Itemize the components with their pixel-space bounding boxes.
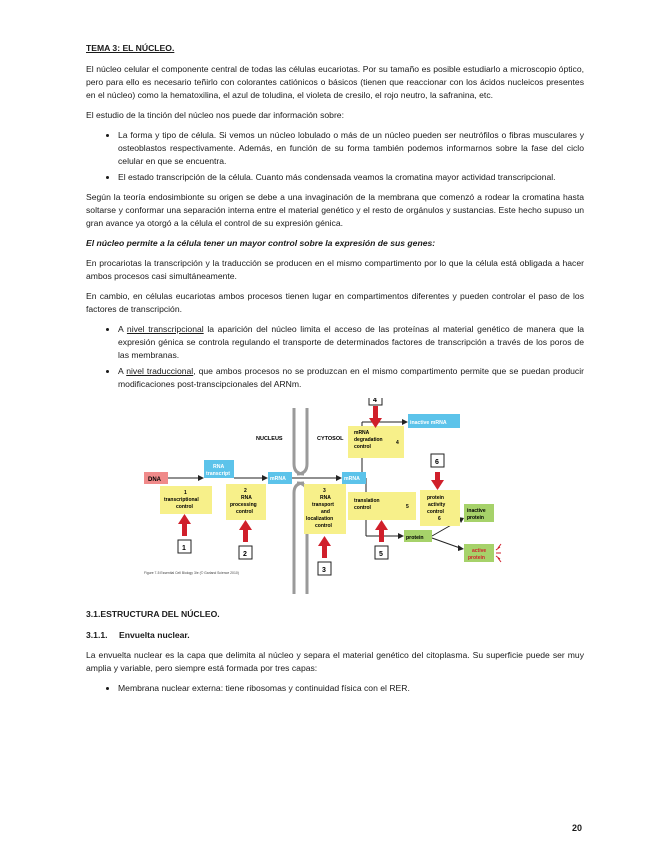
rt-label-2: transport [312,502,334,508]
pa-label-2: activity [428,502,446,508]
number-6: 6 [435,459,439,466]
tc-number: 1 [184,490,187,496]
rt-number: 3 [323,488,326,494]
rp-label-3: control [236,509,253,515]
subsection-heading [86,629,584,642]
pa-label-1: protein [427,495,444,501]
gene-expression-control-diagram [86,398,584,594]
arrowhead [458,545,464,551]
red-arrow-4-shaft [373,406,378,420]
number-1: 1 [182,545,186,552]
staining-bullet-list [86,129,584,184]
rt-label-5: control [315,523,332,529]
label-dna: DNA [148,477,161,483]
label-protein: protein [406,535,424,541]
md-label-3: control [354,444,371,450]
bullet-rest: , que ambos procesos no se produzcan en el mismo compartimento permite que se puedan producir modificaciones post-transcipcionales del ARNm. [118,366,585,389]
arrowhead [336,475,342,481]
diagram-svg [86,398,584,594]
red-arrow-1-head [178,514,191,524]
paragraph-staining: El estudio de la tinción del núcleo nos puede dar información sobre: [86,110,344,120]
level-bullet-list [86,323,584,391]
paragraph-gene-control: El núcleo permite a la célula tener un mayor control sobre la expresión de sus genes: [86,238,436,248]
md-label-2: degradation [354,437,383,443]
rt-label-1: RNA [320,495,331,501]
number-3: 3 [322,567,326,574]
envelope-bullet-list [86,682,584,695]
red-arrow-1-shaft [182,522,187,536]
md-label-1: mRNA [354,430,370,436]
number-2: 2 [243,551,247,558]
label-active-protein-1: active [472,548,487,554]
bullet-rest: la aparición del núcleo limita el acceso de las proteínas al material genético de manera que la expresión génica se controla regulando el transporte de determinados factores de transcripción a través de los poros de las membranas. [118,324,585,360]
activity-spark-icon [496,544,501,562]
label-inactive-protein-1: inactive [467,508,486,514]
bullet-prefix: A [118,324,127,334]
page-content [86,42,584,702]
label-inactive-protein-2: protein [467,515,484,521]
arrowhead [198,475,204,481]
label-inactive-mrna: inactive mRNA [410,420,447,426]
chapter-title: TEMA 3: EL NÚCLEO. [86,43,175,53]
label-transcript: transcript [206,471,230,477]
label-nucleus: NUCLEUS [256,436,283,442]
label-mrna-cytosol: mRNA [344,476,360,482]
label-active-protein-2: protein [468,555,485,561]
bullet-transcription-state: • El estado transcripción de la célula. Cuanto más condensada veamos la cromatina mayor actividad transcripcional. [118,171,584,184]
tl-label-2: control [354,505,371,511]
red-arrow-6-head [431,480,444,490]
section-heading: 3.1.ESTRUCTURA DEL NÚCLEO. [86,609,220,619]
red-arrow-3-head [318,536,331,546]
nuclear-membrane-outer [294,408,304,474]
rp-number: 2 [244,488,247,494]
number-5: 5 [379,551,383,558]
bullet-translational-level [118,365,584,391]
label-cytosol: CYTOSOL [317,436,344,442]
red-arrow-5-shaft [379,528,384,542]
tc-label-2: control [176,504,193,510]
arrowhead [402,419,408,425]
rt-label-3: and [321,509,330,515]
subsection-title: Envuelta nuclear. [119,630,190,640]
number-4: 4 [373,398,377,404]
pa-label-3: control [427,509,444,515]
figure-caption: Figure 7-5 Essential Cell Biology 3/e (© Garland Science 2010) [144,571,239,575]
rp-label-2: processing [230,502,257,508]
paragraph-prokaryotes: En procariotas la transcripción y la traducción se producen en el mismo compartimento por lo que la célula está obligada a hacer ambos procesos casi simultáneamente. [86,258,584,281]
paragraph-eukaryotes: En cambio, en células eucariotas ambos procesos tienen lugar en compartimentos diferentes y pueden controlar el paso de los factores de transcripción. [86,291,584,314]
label-rna: RNA [213,464,225,470]
tl-label-1: translation [354,498,380,504]
red-arrow-3-shaft [322,544,327,558]
nuclear-membrane-outer-low [294,483,304,594]
paragraph-envelope: La envuelta nuclear es la capa que delimita al núcleo y separa el material genético del citoplasma. Su superficie puede ser muy amplia y variable, pero siempre está formada por tres capas: [86,650,584,673]
page-number: 20 [572,823,583,833]
red-arrow-5-head [375,520,388,530]
bullet-transcriptional-level [118,323,584,362]
bullet-prefix: A [118,366,127,376]
flow-arrow-active-protein [432,538,460,548]
paragraph-endosymbiont: Según la teoría endosimbionte su origen se debe a una invaginación de la membrana que comenzó a rodear la cromatina hasta soltarse y conformar una separación interna entre el material genético y el resto de orgánulos y sustancias. Este hecho supuso un gran avance ya otorgó a la célula el control de su expresión génica. [86,192,584,228]
rp-label-1: RNA [241,495,252,501]
bullet-outer-membrane: • Membrana nuclear externa: tiene ribosomas y continuidad física con el RER. [118,682,584,695]
term-translational: nivel traduccional [126,366,194,376]
subsection-number: 3.1.1. [86,630,108,640]
tl-number: 5 [406,504,409,510]
nuclear-membrane-inner [297,408,307,474]
bullet-cell-shape: • La forma y tipo de célula. Si vemos un núcleo lobulado o más de un núcleo pueden ser neutrófilos o fibras musculares y osteoblastos respectivamente. Además, en función de su forma también podemos informarnos sobre la fase del ciclo celular en que se encuentra. [118,129,584,168]
term-transcriptional: nivel transcripcional [126,324,204,334]
paragraph-intro: El núcleo celular el componente central de todas las células eucariotas. Por su tamaño es posible estudiarlo a microscopio óptico, pero para ello es necesario teñirlo con colorantes catiónicos o básicos (tienen que reaccionar con los ácidos nucleicos presentes en el núcleo) como la hematoxilina, el azul de toludina, el violeta de cresilo, el rojo neutro, la safranina, etc. [86,64,584,100]
tc-label-1: transcriptional [164,497,199,503]
md-number: 4 [396,440,399,446]
label-mrna-nucleus: mRNA [270,476,286,482]
arrowhead [398,533,404,539]
red-arrow-2-shaft [243,528,248,542]
pa-number: 6 [438,516,441,522]
red-arrow-2-head [239,520,252,530]
arrowhead [262,475,268,481]
rt-label-4: localization [306,516,334,522]
